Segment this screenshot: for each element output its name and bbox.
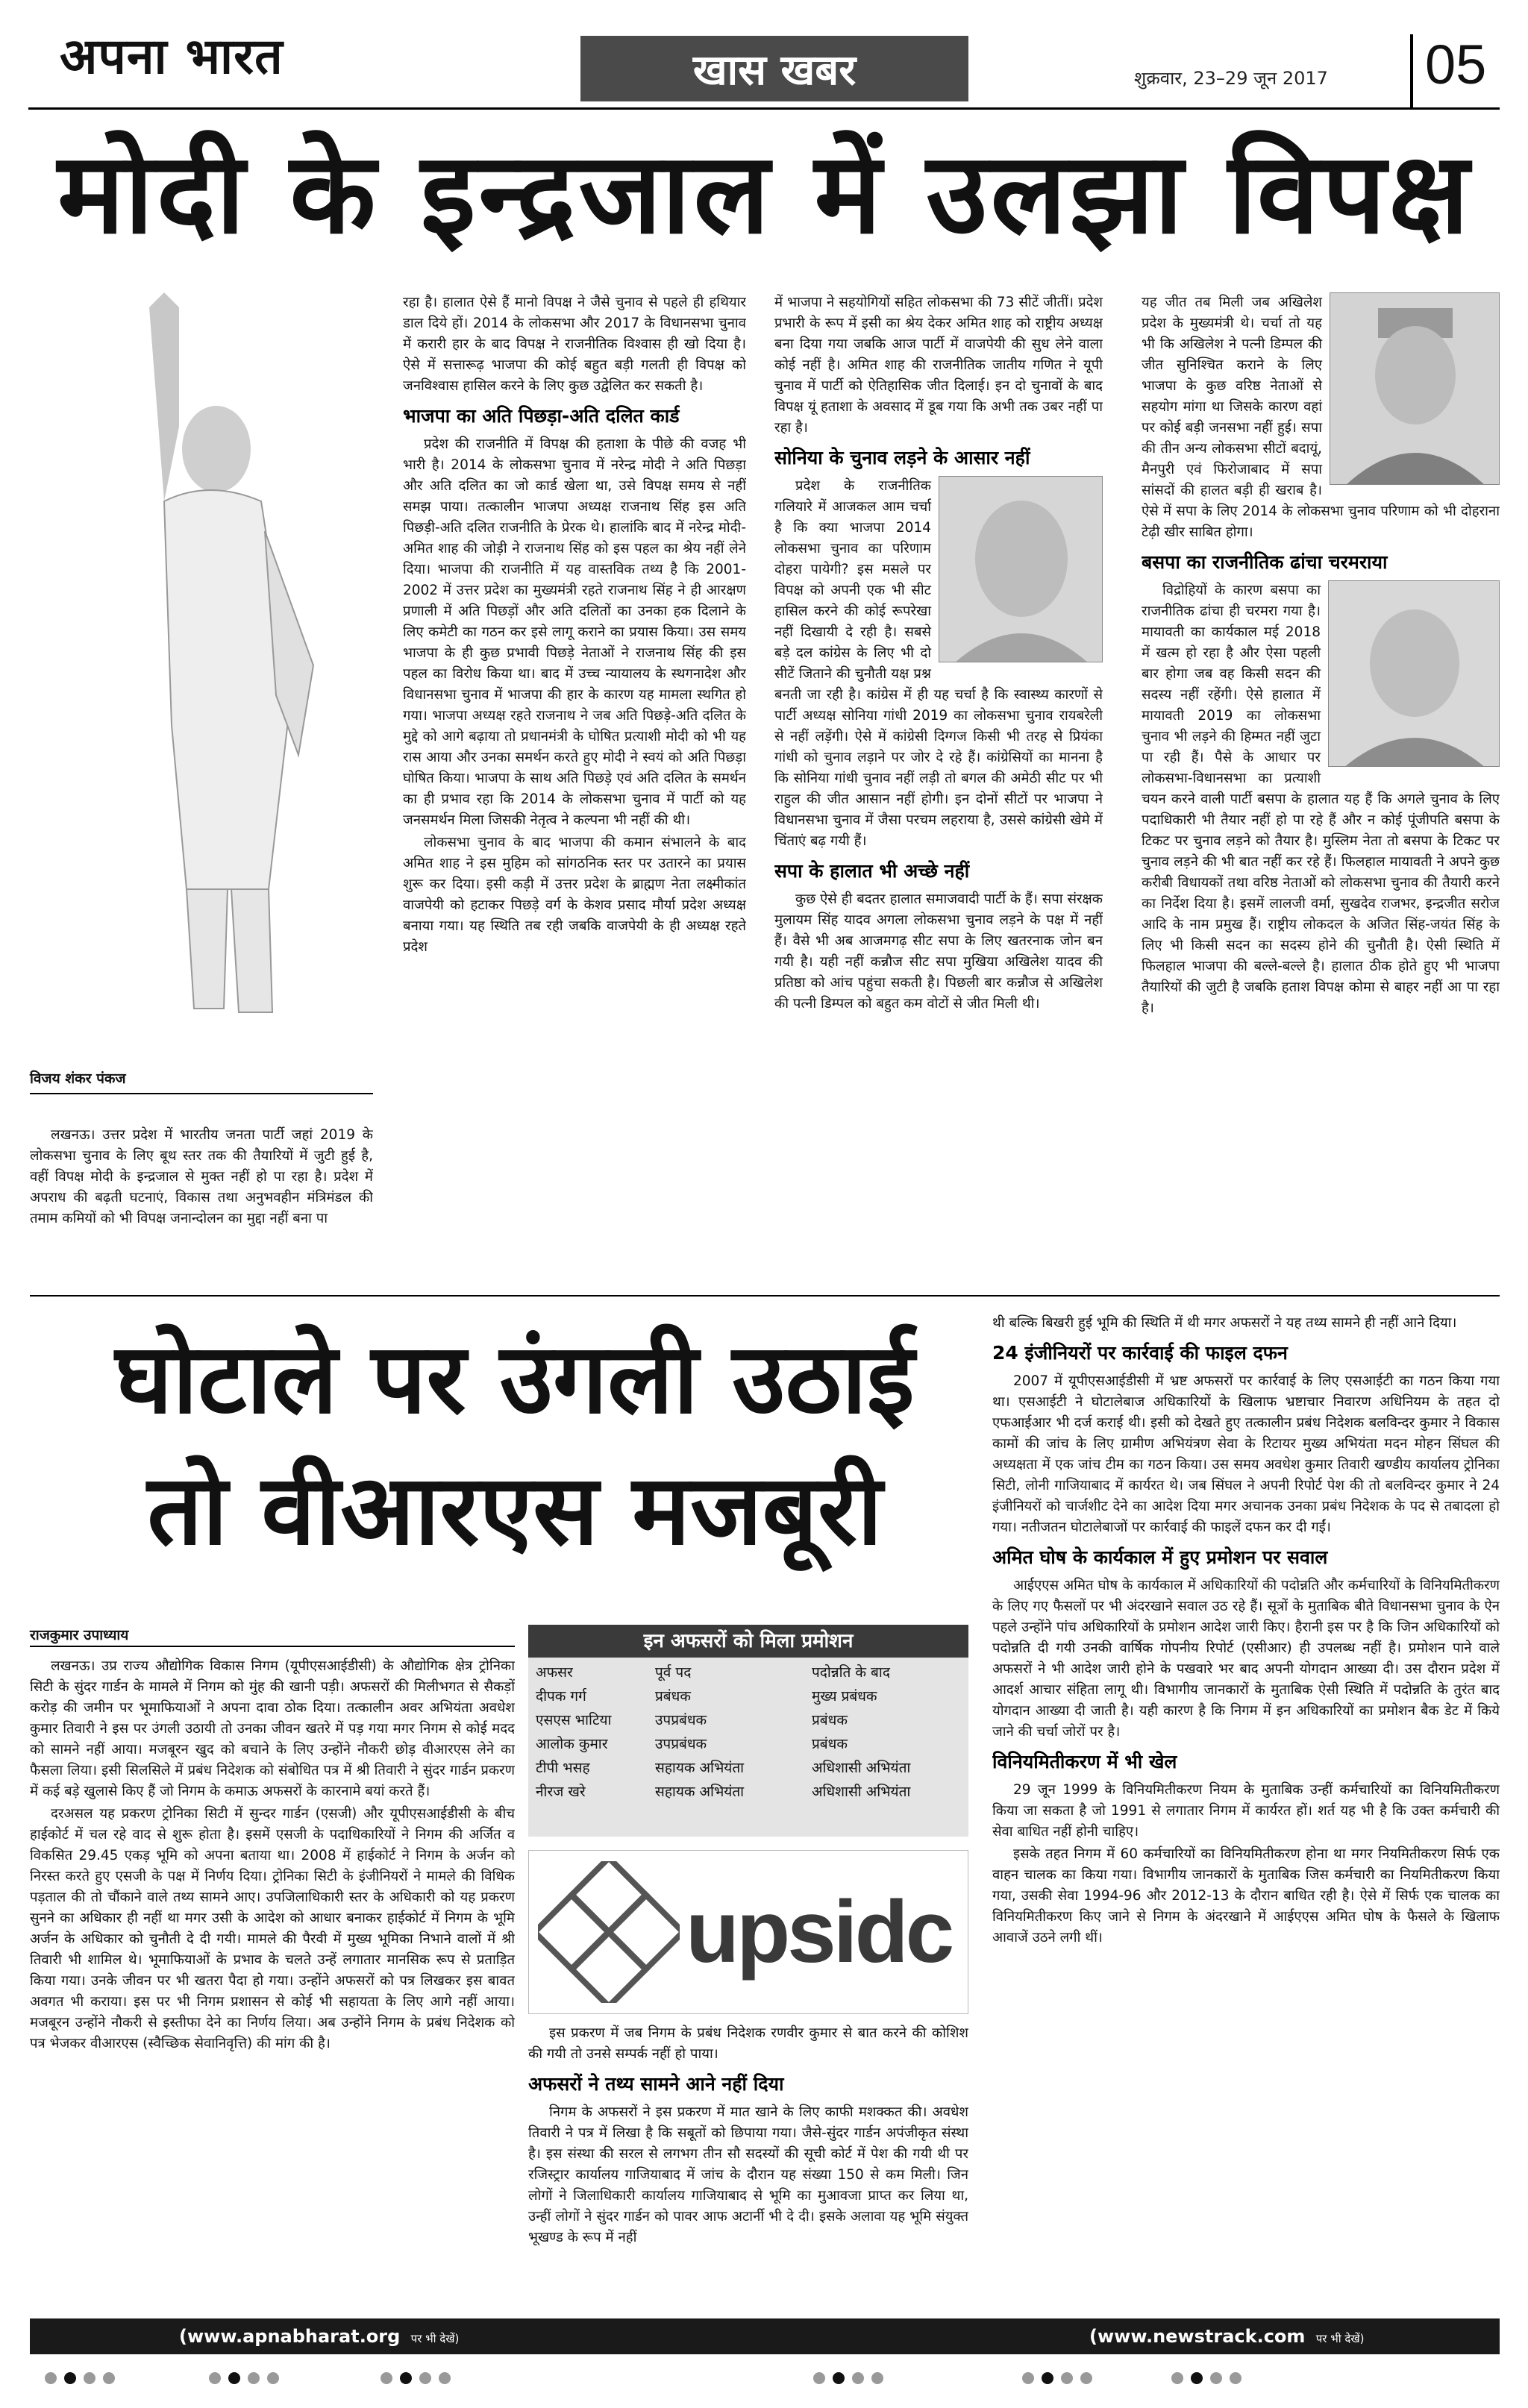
story2-byline: राजकुमार उपाध्याय bbox=[30, 1627, 129, 1643]
footer-dot bbox=[813, 2372, 825, 2384]
footer-dot bbox=[1080, 2372, 1092, 2384]
table-cell: मुख्य प्रबंधक bbox=[812, 1688, 877, 1705]
upsidc-logo-emblem bbox=[538, 1861, 680, 2003]
portrait-photo bbox=[939, 476, 1103, 662]
masthead-rule bbox=[28, 107, 1500, 110]
story1-col4-p2: विद्रोहियों के कारण बसपा का राजनीतिक ढांचा ही चरमरा गया है। मायावती का कार्यकाल मई 2018 में खत्म हो रहा है और ऐसा पहली बार होगा जब वह किसी सदन की सदस्य नहीं रहेंगी। ऐसे हालात में मायावती 2019 का लोकसभा चुनाव भी लड़ने की हिम्मत नहीं जुटा पा रही हैं। पैसे के आधार पर लोकसभा-विधानसभा का प्रत्याशी चयन करने वाली पार्टी बसपा के हालात यह हैं कि अगले चुनाव के लिए पदाधिकारी भी तैयार नहीं हो पा रहे हैं और न कोई पूंजीपति बसपा के टिकट पर चुनाव लड़ने को तैयार है। मुस्लिम नेता तो बसपा के टिकट पर चुनाव लड़ने की भी बात नहीं कर रहे हैं। फिलहाल मायावती ने अपने कुछ करीबी विधायकों तथा वरिष्ठ नेताओं को लोकसभा चुनाव की तैयारी करने का निर्देश दिया है। इसमें लालजी वर्मा, सुखदेव राजभर, इन्द्रजीत सरोज आदि के नाम प्रमुख हैं। राष्ट्रीय लोकदल के अजित सिंह-जयंत सिंह के लिए भी किसी सदन का सदस्य होने की चुनौती है। ऐसी स्थिति में फिलहाल भाजपा की बल्ले-बल्ले है। हालात ठीक होते हुए भी भाजपा तैयारियों की जुटी है जबकि हताश विपक्ष कोमा से बाहर नहीं आ पा रहा है। bbox=[1142, 583, 1500, 1016]
story1-col2-p2: प्रदेश की राजनीति में विपक्ष की हताशा के पीछे की वजह भी भारी है। 2014 के लोकसभा चुनाव में नरेन्द्र मोदी ने अति पिछड़ा और अति दलित का जो कार्ड खेला था, उसे विपक्ष समय से नहीं समझ पाया। तत्कालीन भाजपा अध्यक्ष राजनाथ सिंह इस अति पिछड़ी-अति दलित राजनीति के प्रेरक थे। हालांकि बाद में नरेन्द्र मोदी-अमित शाह की जोड़ी ने राजनाथ सिंह को इस पहल का श्रेय नहीं लेने दिया। भाजपा की राजनीति में यह वास्तविक तथ्य है कि 2001-2002 में उत्तर प्रदेश का मुख्यमंत्री रहते राजनाथ सिंह ने ही आरक्षण प्रणाली में अति पिछड़ों और अति दलितों का उनका हक दिलाने के लिए कमेटी का गठन कर इसे लागू कराने का प्रयास किया। उस समय भाजपा के ही कुछ प्रभावी पिछड़े नेताओं ने राजनाथ सिंह की इस पहल का विरोध किया था। बाद में उच्च न्यायालय के स्थगनादेश और विधानसभा चुनाव में भाजपा की हार के कारण यह मामला स्थगित हो गया। भाजपा अध्यक्ष रहते राजनाथ ने जब अति पिछड़े-अति दलित के मुद्दे को आगे बढ़ाया तो प्रधानमंत्री के घोषित प्रत्याशी मोदी को भी यह रास आया और उनका समर्थन करते हुए मोदी ने स्वयं को अति पिछड़ा घोषित किया। भाजपा के साथ अति पिछड़े एवं अति दलित के समर्थन का ही प्रभाव रहा कि 2014 के लोकसभा चुनाव में पार्टी को यह जनसमर्थन मिला जिसकी नेतृत्व ने कल्पना भी नहीं की थी। bbox=[403, 436, 746, 828]
table-cell: प्रबंधक bbox=[812, 1736, 848, 1752]
upsidc-logo bbox=[528, 1850, 968, 2014]
story1-col3-p3: कुछ ऐसे ही बदतर हालात समाजवादी पार्टी के हैं। सपा संरक्षक मुलायम सिंह यादव अगला लोकसभा चुनाव लड़ने के पक्ष में नहीं हैं। वैसे भी अब आजमगढ़ सीट सपा के लिए खतरनाक जोन बन गयी है। यही नहीं कन्नौज सीट सपा मुखिया अखिलेश यादव की प्रतिष्ठा को आंच पहुंचा सकती है। पिछली बार कन्नौज से अखिलेश की पत्नी डिम्पल को बहुत कम वोटों से जीत मिली थी। bbox=[774, 891, 1103, 1012]
story1-col3-p1: में भाजपा ने सहयोगियों सहित लोकसभा की 73 सीटें जीतीं। प्रदेश प्रभारी के रूप में इसी का श्रेय देकर अमित शाह को राष्ट्रीय अध्यक्ष बना दिया गया जबकि आज पार्टी में वाजपेयी की सुध लेने वाला कोई नहीं है। अमित शाह की राजनीतिक जातीय गणित ने यूपी चुनाव में पार्टी को ऐतिहासिक जीत दिलाई। इन दो चुनावों के बाद विपक्ष यूं हताशा के अवसाद में डूब गया कि अभी तक उबर नहीं पा रहा है। bbox=[774, 295, 1103, 436]
footer-band bbox=[30, 2318, 1500, 2354]
story2-headline bbox=[30, 1313, 1000, 1575]
byline-rule bbox=[30, 1093, 373, 1094]
paper-name: अपना भारत bbox=[60, 27, 284, 85]
story1-byline: विजय शंकर पंकज bbox=[30, 1070, 126, 1087]
footer-dot bbox=[852, 2372, 864, 2384]
portrait-photo bbox=[1330, 292, 1500, 485]
table-header-row bbox=[536, 1661, 961, 1684]
footer-dot bbox=[267, 2372, 279, 2384]
table-cell: एसएस भाटिया bbox=[536, 1712, 612, 1728]
masthead-divider bbox=[1410, 34, 1413, 109]
story2-headline-line1: घोटाले पर उंगली उठाई bbox=[115, 1322, 915, 1435]
table-cell: अधिशासी अभियंता bbox=[812, 1760, 911, 1776]
promotion-table bbox=[528, 1658, 968, 1807]
story1-col3 bbox=[774, 292, 1103, 1285]
story1-col1 bbox=[30, 1125, 373, 1282]
footer-dot bbox=[1171, 2372, 1183, 2384]
footer-dot bbox=[228, 2372, 240, 2384]
story1-col2-subhead: भाजपा का अति पिछड़ा-अति दलित कार्ड bbox=[403, 405, 680, 427]
story2-col3-subhead1: 24 इंजीनियरों पर कार्रवाई की फाइल दफन bbox=[992, 1342, 1288, 1364]
footer-dot bbox=[400, 2372, 412, 2384]
story2-col3-p5: इसके तहत निगम में 60 कर्मचारियों का विनियमितीकरण होना था मगर नियमितीकरण सिर्फ एक वाहन चालक का किया गया। विभागीय जानकारों के मुताबिक जिस कर्मचारी का नियमितीकरण किया गया, उसकी सेवा 1994-96 और 2012-13 के दौरान बाधित रही है। ऐसे में सिर्फ एक चालक का विनियमितीकरण किए जाने से निगम के अंदरखाने में आईएएस अमित घोष के फैसले के खिलाफ आवाजें उठने लगी थीं। bbox=[992, 1846, 1500, 1945]
story-divider bbox=[30, 1295, 1500, 1297]
portrait-photo bbox=[1328, 580, 1500, 767]
footer-right-link[interactable]: (www.newstrack.com पर भी देखें) bbox=[1089, 2326, 1365, 2347]
table-cell: अधिशासी अभियंता bbox=[812, 1784, 911, 1800]
story2-col1-p1: लखनऊ। उप्र राज्य औद्योगिक विकास निगम (यूपीएसआईडीसी) के औद्योगिक क्षेत्र ट्रोनिका सिटी के सुंदर गार्डन के मामले में निगम को मुंह की खानी पड़ी। अफसरों की मिलीभगत से सैकड़ों करोड़ की जमीन पर भूमाफियाओं ने अपना दावा ठोक दिया। तत्कालीन अवर अभियंता अवधेश कुमार तिवारी ने इस पर उंगली उठायी तो उनका जीवन खतरे में पड़ गया मगर निगम से कोई मदद को सामने नहीं आया। मजबूरन खुद को बचाने के लिए उन्होंने नौकरी छोड़ वीआरएस लेने का फैसला लिया। इसी सिलसिले में प्रबंध निदेशक को संबोधित पत्र में श्री तिवारी ने सुंदर गार्डन प्रकरण में कई बड़े खुलासे किए हैं जो निगम के कमाऊ अफसरों के कारनामे बयां करते हैं। bbox=[30, 1658, 515, 1799]
story1-col4-p1: यह जीत तब मिली जब अखिलेश प्रदेश के मुख्यमंत्री थे। चर्चा तो यह भी कि अखिलेश ने पत्नी डिम्पल की जीत सुनिश्चित कराने के लिए भाजपा के कुछ वरिष्ठ नेताओं से सहयोग मांगा था जिसके कारण वहां पर कोई बड़ी जनसभा नहीं हुई। सपा की तीन अन्य लोकसभा सीटों बदायूं, मैनपुरी एवं फिरोजाबाद में सपा सांसदों की हालत बड़ी ही खराब है। ऐसे में सपा के लिए 2014 के लोकसभा चुनाव परिणाम को भी दोहराना टेढ़ी खीर साबित होगा। bbox=[1142, 295, 1500, 540]
table-cell: पूर्व पद bbox=[655, 1664, 692, 1681]
table-row bbox=[536, 1732, 961, 1756]
footer-dot bbox=[871, 2372, 883, 2384]
promotion-box bbox=[528, 1625, 968, 1837]
table-row bbox=[536, 1780, 961, 1804]
footer-dot bbox=[833, 2372, 845, 2384]
story1-col2 bbox=[403, 292, 746, 1285]
table-cell: आलोक कुमार bbox=[536, 1736, 608, 1752]
footer-dot bbox=[103, 2372, 115, 2384]
footer-dot bbox=[419, 2372, 431, 2384]
table-row bbox=[536, 1708, 961, 1732]
footer-dot bbox=[64, 2372, 76, 2384]
table-cell: सहायक अभियंता bbox=[655, 1760, 745, 1776]
footer-dot bbox=[209, 2372, 221, 2384]
story2-col2-p2: निगम के अफसरों ने इस प्रकरण में मात खाने के लिए काफी मशक्कत की। अवधेश तिवारी ने पत्र में लिखा है कि सबूतों को छिपाया गया। जैसे-सुंदर गार्डन अपंजीकृत संस्था है। इस संस्था की सरल से लगभग तीन सौ सदस्यों की सूची कोर्ट में पेश की गयी थी पर रजिस्ट्रार कार्यालय गाजियाबाद में जांच के दौरान यह संख्या 150 से कम मिली। जिन लोगों ने जिलाधिकारी कार्यालय गाजियाबाद से भूमि का मुआवजा प्राप्त कर लिया था, उन्हीं लोगों ने सुंदर गार्डन को पावर आफ अटार्नी भी दे दी। इसके अलावा यह भूमि संयुक्त भूखण्ड के रूप में नहीं bbox=[528, 2104, 968, 2245]
story1-col4 bbox=[1142, 292, 1500, 1285]
story1-col4-subhead: बसपा का राजनीतिक ढांचा चरमराया bbox=[1142, 551, 1388, 573]
story2-col3-p3: आईएएस अमित घोष के कार्यकाल में अधिकारियों की पदोन्नति और कर्मचारियों के विनियमितीकरण के लिए गए फैसलों पर भी अंदरखाने सवाल उठ रहे हैं। सूत्रों के मुताबिक बीते विधानसभा चुनाव के ऐन पहले उन्होंने पांच अधिकारियों के प्रमोशन आदेश जारी किए। हैरानी इस पर है कि जिन अधिकारियों को पदोन्नति दी गयी उनकी वार्षिक गोपनीय रिपोर्ट (एसीआर) ही उपलब्ध नहीं है। प्रमोशन पाने वाले अफसरों ने भी आदेश जारी होने के पखवारे भर बाद अपनी योगदान आख्या दी। उस दौरान प्रदेश में आदर्श आचार संहिता लागू थी। विभागीय जानकारों के मुताबिक ऐसी स्थिति में पदोन्नति के तुरंत बाद योगदान आख्या दी जाती है। यही कारण है कि निगम में इन अधिकारियों का प्रमोशन बैक डेट में किये जाने की चर्चा जोरों पर है। bbox=[992, 1578, 1500, 1740]
table-cell: दीपक गर्ग bbox=[536, 1688, 586, 1705]
story1-col2-p1: रहा है। हालात ऐसे हैं मानो विपक्ष ने जैसे चुनाव से पहले ही हथियार डाल दिये हों। 2014 के लोकसभा और 2017 के विधानसभा चुनाव में करारी हार के बाद विपक्ष ने राजनीतिक विश्वास ही खो दिया है। ऐसे में सत्तारूढ़ भाजपा की कोई बहुत बड़ी गलती ही विपक्ष को जनविश्वास हासिल करने के लिए कुछ उद्वेलित कर सकती है। bbox=[403, 295, 746, 394]
story1-col3-subhead2: सपा के हालात भी अच्छे नहीं bbox=[774, 860, 970, 882]
table-cell: सहायक अभियंता bbox=[655, 1784, 745, 1800]
story1-headline: मोदी के इन्द्रजाल में उलझा विपक्ष bbox=[57, 129, 1472, 259]
footer-dot-strip bbox=[30, 2369, 1500, 2387]
table-cell: प्रबंधक bbox=[655, 1688, 691, 1705]
footer-dot bbox=[1061, 2372, 1073, 2384]
story1-col3-subhead1: सोनिया के चुनाव लड़ने के आसार नहीं bbox=[774, 447, 1030, 468]
story2-col3-p2: 2007 में यूपीएसआईडीसी में भ्रष्ट अफसरों पर कार्रवाई के लिए एसआईटी का गठन किया गया था। एसआईटी ने घोटालेबाज अधिकारियों के खिलाफ भ्रष्टाचार निवारण अधिनियम के तहत दो एफआईआर भी दर्ज कराई थी। इसी को देखते हुए तत्कालीन प्रबंध निदेशक बलविन्दर कुमार ने विकास कामों की जांच के लिए ग्रामीण अभियंत्रण सेवा के रिटायर मुख्य अभियंता मदन मोहन सिंघल की अध्यक्षता में एक जांच टीम का गठन किया। उस समय अवधेश कुमार तिवारी खण्डीय कार्यालय ट्रोनिका सिटी, लोनी गाजियाबाद में कार्यरत थे। जब सिंघल ने अपनी रिपोर्ट पेश की तो बलविन्दर कुमार ने 24 इंजीनियरों को चार्जशीट देने का आदेश दिया मगर अचानक उनका प्रबंध निदेशक के पद से तबादला हो गया। नतीजतन घोटालेबाजों पर कार्रवाई की फाइलें दफन कर दी गईं। bbox=[992, 1373, 1500, 1535]
footer-dot bbox=[1022, 2372, 1034, 2384]
story2-col2 bbox=[528, 2023, 968, 2307]
footer-dot bbox=[381, 2372, 392, 2384]
footer-dot bbox=[1210, 2372, 1222, 2384]
story2-col2-p1: इस प्रकरण में जब निगम के प्रबंध निदेशक रणवीर कुमार से बात करने की कोशिश की गयी तो उनसे सम्पर्क नहीं हो पाया। bbox=[528, 2025, 968, 2062]
footer-dot bbox=[45, 2372, 57, 2384]
story2-col3-subhead3: विनियमितीकरण में भी खेल bbox=[992, 1751, 1177, 1772]
footer-dot bbox=[1230, 2372, 1242, 2384]
section-label: खास खबर bbox=[692, 46, 857, 95]
table-cell: उपप्रबंधक bbox=[655, 1712, 707, 1728]
footer-left-link[interactable]: (www.apnabharat.org पर भी देखें) bbox=[179, 2326, 460, 2347]
footer-dot bbox=[1191, 2372, 1203, 2384]
raised-hand-figure-photo bbox=[75, 278, 351, 1038]
byline-rule bbox=[30, 1646, 515, 1647]
story2-col3-subhead2: अमित घोष के कार्यकाल में हुए प्रमोशन पर सवाल bbox=[992, 1546, 1328, 1568]
story2-col1 bbox=[30, 1656, 515, 2305]
table-row bbox=[536, 1756, 961, 1780]
page-number: 05 bbox=[1425, 34, 1487, 95]
story1-col2-p3: लोकसभा चुनाव के बाद भाजपा की कमान संभालने के बाद अमित शाह ने इस मुहिम को सांगठनिक स्तर पर उतारने का प्रयास शुरू कर दिया। इसी कड़ी में उत्तर प्रदेश के ब्राह्मण नेता लक्ष्मीकांत वाजपेयी को हटाकर पिछड़े वर्ग के केशव प्रसाद मौर्या प्रदेश अध्यक्ष बनाया गया। यह स्थिति तब रही जबकि वाजपेयी के ही अध्यक्ष रहते प्रदेश bbox=[403, 835, 746, 955]
table-cell: नीरज खरे bbox=[536, 1784, 586, 1800]
table-cell: अफसर bbox=[536, 1664, 573, 1681]
story2-headline-line2: तो वीआरएस मजबूरी bbox=[147, 1453, 883, 1567]
footer-dot bbox=[84, 2372, 96, 2384]
story2-col3 bbox=[992, 1313, 1500, 2307]
story2-col1-p2: दरअसल यह प्रकरण ट्रोनिका सिटी में सुन्दर गार्डन (एसजी) और यूपीएसआईडीसी के बीच हाईकोर्ट में चल रहे वाद से शुरू होता है। इसमें एसजी के पदाधिकारियों ने निगम की अर्जित व विकसित 29.45 एकड़ भूमि को अपना बताया था। 2008 में हाईकोर्ट ने निगम के अर्जन को निरस्त करते हुए एसजी के पक्ष में निर्णय दिया। ट्रोनिका सिटी के इंजीनियरों ने मामले की विधिक पड़ताल की तो चौंकाने वाले तथ्य सामने आए। उपजिलाधिकारी स्तर के अधिकारी को यह प्रकरण सुनने का अधिकार ही नहीं था मगर उसी के आदेश को आधार बनाकर हाईकोर्ट में निगम के भूमि अर्जन के अधिकार को चुनौती दे दी गयी। मामले की पैरवी में मुख्य भूमिका निभाने वालों में श्री तिवारी भी शामिल थे। भूमाफियाओं के प्रभाव के चलते उन्हें लगातार मानसिक रूप से प्रताड़ित किया गया। उनके जीवन पर भी खतरा पैदा हो गया। उन्होंने अफसरों को पत्र लिखकर इस बावत अवगत भी कराया। इस पर भी निगम प्रशासन से कोई भी सहायता के लिए आगे नहीं आया। मजबूरन उन्होंने नौकरी से इस्तीफा देने का निर्णय लिया। अब उन्होंने निगम के प्रबंध निदेशक को पत्र भेजकर वीआरएस (स्वैच्छिक सेवानिवृत्ति) की मांग की है। bbox=[30, 1806, 515, 2051]
promotion-box-title: इन अफसरों को मिला प्रमोशन bbox=[528, 1625, 968, 1658]
section-band bbox=[580, 36, 968, 101]
masthead bbox=[0, 0, 1528, 112]
table-cell: टीपी भसह bbox=[536, 1760, 590, 1776]
footer-dot bbox=[248, 2372, 260, 2384]
issue-date: शुक्रवार, 23–29 जून 2017 bbox=[1134, 68, 1328, 89]
logo-text: upsidc bbox=[686, 1883, 952, 1981]
table-cell: उपप्रबंधक bbox=[655, 1736, 707, 1752]
story1-col1-text: लखनऊ। उत्तर प्रदेश में भारतीय जनता पार्टी जहां 2019 के लोकसभा चुनाव के लिए बूथ स्तर तक की तैयारियों में जुटी हुई है, वहीं विपक्ष मोदी के इन्द्रजाल से मुक्त नहीं हो पा रहा है। प्रदेश में अपराध की बढ़ती घटनाएं, विकास तथा अनुभवहीन मंत्रिमंडल की तमाम कमियों को भी विपक्ष जनान्दोलन का मुद्दा नहीं बना पा bbox=[30, 1127, 373, 1226]
table-cell: पदोन्नति के बाद bbox=[812, 1664, 890, 1681]
table-row bbox=[536, 1684, 961, 1708]
story1-col3-p2: प्रदेश के राजनीतिक गलियारे में आजकल आम चर्चा है कि क्या भाजपा 2014 लोकसभा चुनाव का परिणाम दोहरा पायेगी? इस मसले पर विपक्ष को अपनी एक भी सीट हासिल करने की कोई रूपरेखा नहीं दिखायी दे रही है। सबसे बड़े दल कांग्रेस के लिए भी दो सीटें जिताने की चुनौती यक्ष प्रश्न बनती जा रही है। कांग्रेस में ही यह चर्चा है कि स्वास्थ्य कारणों से पार्टी अध्यक्ष सोनिया गांधी 2019 का लोकसभा चुनाव रायबरेली से नहीं लड़ेंगी। ऐसे में कांग्रेसी दिग्गज किसी भी तरह से प्रियंका गांधी को चुनाव लड़ाने पर जोर दे रहे हैं। कांग्रेसियों का मानना है कि सोनिया गांधी चुनाव नहीं लड़ी तो बगल की अमेठी सीट पर भी राहुल की जीत आसान नहीं होगी। इन दोनों सीटों पर भाजपा ने विधानसभा चुनाव में जैसा परचम लहराया है, उससे कांग्रेसी खेमे में चिंताएं बढ़ गयी हैं। bbox=[774, 478, 1103, 849]
story2-col3-p1: थी बल्कि बिखरी हुई भूमि की स्थिति में थी मगर अफसरों ने यह तथ्य सामने ही नहीं आने दिया। bbox=[992, 1315, 1457, 1331]
story2-col3-p4: 29 जून 1999 के विनियमितीकरण नियम के मुताबिक उन्हीं कर्मचारियों का विनियमितीकरण किया जा सकता है जो 1991 से लगातार निगम में कार्यरत हों। शर्त यह भी है कि उक्त कर्मचारी की सेवा बाधित नहीं होनी चाहिए। bbox=[992, 1782, 1500, 1840]
footer-dot bbox=[1042, 2372, 1053, 2384]
story2-col2-subhead: अफसरों ने तथ्य सामने आने नहीं दिया bbox=[528, 2073, 784, 2095]
table-cell: प्रबंधक bbox=[812, 1712, 848, 1728]
footer-dot bbox=[439, 2372, 451, 2384]
